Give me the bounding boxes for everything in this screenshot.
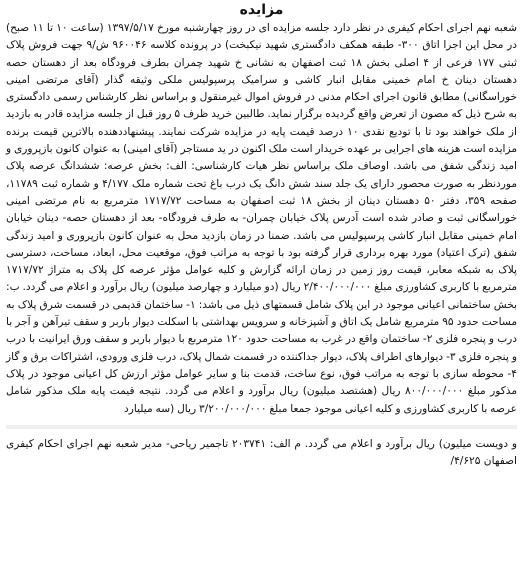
divider [6,420,517,434]
notice-title: مزایده [239,2,284,18]
notice-body: شعبه نهم اجرای احکام کیفری در نظر دارد جلسه مزایده ای در روز چهارشنبه مورخ ۱۳۹۷/۵/۱۷ (ساعت ۱۰ تا ۱۱ صبح) در محل این اجرا اتاق ۳۰۰- طبقه همکف دادگستری شهید نیکبخت) در پرونده کلاسه ۹۶۰۰۴۶ ش/۹ جهت فروش پلاک ثبتی ۱۷۷ فرعی از ۴ اصلی بخش ۱۸ ثبت اصفهان به نشانی خ شهید چمران بطرف فرودگاه بعد از دهستان حصه دهستان دینان خ امام خمینی مقابل انبار کاشی و سرامیک پرسپولیس ملکی وثیقه گذار (آقای مرتضی امینی خوراسگانی) مطابق قانون اجرای احکام مدنی در فروش اموال غیرمنقول و براساس نظر کارشناس رسمی دادگستری به شرح ذیل که مصون از تعرض واقع گردیده برگزار نماید. طالبین خرید ظرف ۵ روز قبل از جلسه مزایده قادر به بازدید از ملک خواهند بود تا با تودیع نقدی ۱۰ درصد قیمت پایه در مزایده شرکت نمایند. پیشنهاددهنده بالاترین قیمت برنده مزایده است هزینه های اجرایی بر عهده خریدار است ملک اکنون در ید مستاجر (آقای امینی) به عنوان کانون بازپروری و امید زندگی شفق می باشد. اوصاف ملک براساس نظر هیات کارشناسی: الف: بخش عرصه: ششدانگ عرصه پلاک موردنظر به صورت محصور دارای یک جلد سند شش دانگ یک درب باغ تحت شماره ملک ۴/۱۷۷ و شماره ثبت ۱۱۷۸۹، صفحه ۳۵۹، دفتر ۵۰ دهستان دینان از بخش ۱۸ ثبت اصفهان به مساحت ۱۷۱۷/۷۲ مترمربع به نام مرتضی امینی خوراسگانی ثبت و صادر شده است آدرس پلاک خیابان چمران- به طرف فرودگاه- بعد از دهستان حصه- دینان خیابان امام خمینی مقابل انبار کاشی پرسپولیس می باشد. ضمنا در زمان بازدید محل به عنوان کانون بازپروری و امید زندگی شفق (ترک اعتیاد) مورد بهره برداری قرار گرفته بود با توجه به مراتب فوق، موقعیت محل، ابعاد، مساحت، دسترسی پلاک به شبکه معابر، قیمت روز زمین در زمان ارائه گزارش و کلیه عوامل مؤثر عرصه کل پلاک به متراژ ۱۷۱۷/۷۲ مترمربع با کاربری کشاورزی مبلغ ۲/۴۰۰/۰۰۰/۰۰۰ ریال (دو میلیارد و چهارصد میلیون) ریال برآورد و اعلام می گردد. ب: بخش ساختمانی اعیانی موجود در این پلاک شامل قسمتهای ذیل می باشد: ۱- ساختمان قدیمی در قسمت شرق پلاک به مساحت حدود ۹۵ مترمربع شامل یک اتاق و آشپزخانه و سرویس بهداشتی با اسکلت دیوار باربر و سقف تیرآهن و آجر با درب و پنجره فلزی ۲- ساختمان واقع در غرب به مساحت حدود ۱۲۰ مترمربع با دیوار باربر و سقف ورق ایرانیت با درب و پنجره فلزی ۳- دیوارهای اطراف پلاک، دیوار جداکننده در قسمت شمال پلاک، درب فلزی ورودی، اشتراکات برق و گاز ۴- محوطه سازی با توجه به مراتب فوق، نوع ساخت، قدمت بنا و سایر عوامل مؤثر ارزش کل اعیانی موجود در پلاک مذکور مبلغ ۸۰۰/۰۰۰/۰۰۰ ریال (هشتصد میلیون) ریال برآورد و اعلام می گردد. نتیجه قیمت پایه ملک مذکور شامل عرصه با کاربری کشاورزی و کلیه اعیانی موجود جمعا مبلغ ۳/۲۰۰/۰۰۰/۰۰۰ ریال (سه میلیارد [6,22,518,415]
notice-footer: و دویست میلیون) ریال برآورد و اعلام می گردد. م الف: ۲۰۳۷۴۱ تاجمیر ریاحی- مدیر شعبه نهم اجرای احکام کیفری اصفهان ۴/۶۲۵/ [6,437,517,468]
